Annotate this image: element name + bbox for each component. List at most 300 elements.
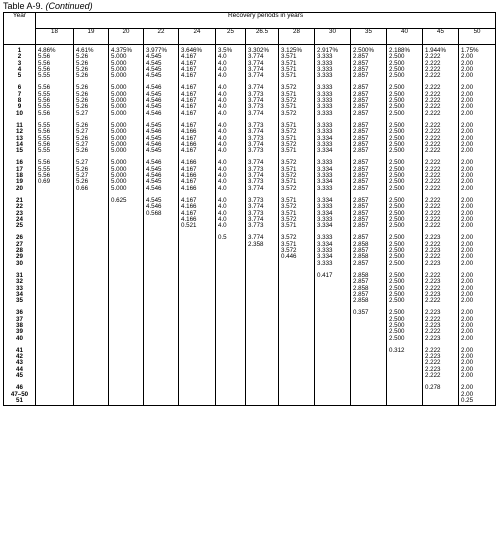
rate-cell: 2.500 (387, 304, 423, 316)
rate-cell: 4.167 (179, 179, 216, 185)
rate-cell: 2.00 (459, 186, 496, 192)
rate-cell: 2.00 (459, 111, 496, 117)
rate-cell: 2.857 (351, 54, 387, 60)
rate-cell: 2.500 (387, 298, 423, 304)
rate-cell: 4.167 (179, 104, 216, 110)
rate-cell: 5.000 (109, 98, 144, 104)
rate-cell: 2.857 (351, 211, 387, 217)
rate-cell: 2.857 (351, 79, 387, 91)
period-header: 24 (179, 29, 216, 45)
rate-cell: 2.223 (423, 279, 459, 285)
rate-cell: 4.0 (216, 79, 246, 91)
rate-cell: 2.00 (459, 354, 496, 360)
rate-cell: 5.56 (36, 142, 74, 148)
rate-cell: 3.774 (246, 54, 279, 60)
rate-cell (315, 379, 351, 391)
rate-cell: 2.222 (423, 186, 459, 192)
rate-cell: 3.774 (246, 173, 279, 179)
rate-cell (36, 379, 74, 391)
rate-cell: 5.26 (74, 167, 109, 173)
rate-cell: 2.00 (459, 67, 496, 73)
rate-cell: 4.545 (144, 54, 179, 60)
rate-cell: 3.774 (246, 111, 279, 117)
rate-cell: 2.857 (351, 129, 387, 135)
rate-cell: 4.166 (179, 142, 216, 148)
rate-cell (179, 267, 216, 279)
year-cell: 23 (4, 211, 36, 217)
rate-cell: 3.333 (315, 104, 351, 110)
rate-cell: 3.572 (279, 229, 315, 241)
rate-cell: 3.773 (246, 104, 279, 110)
rate-cell: 3.571 (279, 136, 315, 142)
rate-cell (144, 304, 179, 316)
year-cell: 32 (4, 279, 36, 285)
rate-cell: 4.545 (144, 136, 179, 142)
year-cell: 7 (4, 92, 36, 98)
rate-cell: 2.00 (459, 192, 496, 204)
rate-cell: 5.000 (109, 92, 144, 98)
year-cell: 2 (4, 54, 36, 60)
year-cell: 39 (4, 329, 36, 335)
rate-cell: 0.568 (144, 211, 179, 217)
rate-cell: 4.167 (179, 148, 216, 154)
rate-cell: 4.0 (216, 98, 246, 104)
rate-cell: 3.333 (315, 186, 351, 192)
rate-cell: 5.000 (109, 186, 144, 192)
rate-cell: 2.500 (387, 142, 423, 148)
rate-cell (74, 342, 109, 354)
year-cell: 14 (4, 142, 36, 148)
year-cell: 42 (4, 354, 36, 360)
rate-cell: 5.55 (36, 136, 74, 142)
rate-cell: 5.26 (74, 148, 109, 154)
rate-cell: 3.571 (279, 92, 315, 98)
rate-cell: 3.333 (315, 154, 351, 166)
rate-cell (246, 304, 279, 316)
rate-cell: 2.223 (423, 304, 459, 316)
rate-cell (351, 398, 387, 406)
rate-cell: 2.500 (387, 154, 423, 166)
rate-cell: 5.56 (36, 79, 74, 91)
rate-cell (36, 267, 74, 279)
rate-cell: 4.0 (216, 92, 246, 98)
rate-cell: 3.774 (246, 129, 279, 135)
rate-cell: 5.56 (36, 61, 74, 67)
rate-cell: 2.222 (423, 317, 459, 323)
year-cell: 26 (4, 229, 36, 241)
rate-cell: 3.571 (279, 242, 315, 248)
rate-cell: 2.222 (423, 61, 459, 67)
rate-cell: 4.167 (179, 117, 216, 129)
rate-cell: 2.222 (423, 111, 459, 117)
rate-cell: 3.774 (246, 154, 279, 166)
rate-cell: 4.167 (179, 167, 216, 173)
rate-cell: 2.223 (423, 261, 459, 267)
rate-cell: 2.857 (351, 186, 387, 192)
rate-cell: 4.0 (216, 142, 246, 148)
rate-cell (36, 398, 74, 406)
rate-cell: 3.334 (315, 179, 351, 185)
rate-cell: 3.572 (279, 129, 315, 135)
rate-cell: 2.00 (459, 254, 496, 260)
rate-cell: 5.27 (74, 129, 109, 135)
rate-cell: 2.500 (387, 67, 423, 73)
rate-cell (216, 342, 246, 354)
year-cell: 11 (4, 117, 36, 129)
rate-cell: 4.546 (144, 111, 179, 117)
rate-cell: 3.572 (279, 173, 315, 179)
rate-cell: 3.572 (279, 111, 315, 117)
rate-cell: 2.857 (351, 229, 387, 241)
rate-cell: 3.774 (246, 73, 279, 79)
year-cell: 27 (4, 242, 36, 248)
rate-cell: 2.223 (423, 336, 459, 342)
table-header (4, 13, 496, 45)
rate-cell: 2.222 (423, 98, 459, 104)
rate-cell: 4.167 (179, 67, 216, 73)
rate-cell: 2.500 (387, 73, 423, 79)
rate-cell: 4.545 (144, 192, 179, 204)
rate-cell: 2.857 (351, 136, 387, 142)
rate-cell: 3.333 (315, 79, 351, 91)
rate-cell: 0.417 (315, 267, 351, 279)
table-row (4, 154, 496, 166)
rate-cell: 2.00 (459, 292, 496, 298)
period-header: 22 (144, 29, 179, 45)
year-cell: 25 (4, 223, 36, 229)
rate-cell: 2.500 (387, 242, 423, 248)
rate-cell: 2.222 (423, 223, 459, 229)
rate-cell: 5.26 (74, 67, 109, 73)
rate-cell (144, 398, 179, 406)
rate-cell: 2.222 (423, 242, 459, 248)
rate-cell: 3.572 (279, 204, 315, 210)
rate-cell: 3.571 (279, 61, 315, 67)
rate-cell: 4.167 (179, 54, 216, 60)
rate-cell (74, 304, 109, 316)
rate-cell: 2.222 (423, 73, 459, 79)
rate-cell: 4.0 (216, 217, 246, 223)
rate-cell: 5.26 (74, 98, 109, 104)
rate-cell (144, 379, 179, 391)
rate-cell: 5.55 (36, 104, 74, 110)
rate-cell: 5.56 (36, 54, 74, 60)
rate-cell: 5.56 (36, 154, 74, 166)
rate-cell: 3.302% (246, 45, 279, 55)
rate-cell: 5.000 (109, 79, 144, 91)
rate-cell: 2.00 (459, 204, 496, 210)
rate-cell: 5.000 (109, 129, 144, 135)
rate-cell: 5.26 (74, 79, 109, 91)
rate-cell: 4.167 (179, 136, 216, 142)
rate-cell: 5.55 (36, 148, 74, 154)
rate-cell: 2.500 (387, 254, 423, 260)
year-cell: 46 (4, 379, 36, 391)
rate-cell: 2.857 (351, 73, 387, 79)
rate-cell: 2.188% (387, 45, 423, 55)
rate-cell: 2.00 (459, 167, 496, 173)
rate-cell: 4.166 (179, 186, 216, 192)
period-header: 30 (315, 29, 351, 45)
year-cell: 19 (4, 179, 36, 185)
rate-cell: 4.0 (216, 167, 246, 173)
rate-cell: 2.500 (387, 323, 423, 329)
table-row (4, 342, 496, 354)
rate-cell: 5.27 (74, 142, 109, 148)
rate-cell: 2.222 (423, 167, 459, 173)
rate-cell (179, 229, 216, 241)
rate-cell (279, 379, 315, 391)
rate-cell: 2.500 (387, 286, 423, 292)
rate-cell: 4.545 (144, 92, 179, 98)
rate-cell: 2.500 (387, 329, 423, 335)
rate-cell: 5.56 (36, 173, 74, 179)
rate-cell: 5.26 (74, 73, 109, 79)
rate-cell: 3.572 (279, 248, 315, 254)
rate-cell: 1.75% (459, 45, 496, 55)
rate-cell: 2.222 (423, 142, 459, 148)
rate-cell: 2.00 (459, 304, 496, 316)
rate-cell: 2.222 (423, 342, 459, 354)
rate-cell: 4.545 (144, 117, 179, 129)
rate-cell: 2.222 (423, 104, 459, 110)
table-row (4, 79, 496, 91)
rate-cell (279, 267, 315, 279)
rate-cell: 2.500 (387, 192, 423, 204)
rate-cell: 2.00 (459, 286, 496, 292)
period-header: 50 (459, 29, 496, 45)
rate-cell: 0.278 (423, 379, 459, 391)
rate-cell: 4.0 (216, 173, 246, 179)
rate-cell: 3.333 (315, 73, 351, 79)
rate-cell (109, 398, 144, 406)
rate-cell: 2.00 (459, 136, 496, 142)
rate-cell: 4.86% (36, 45, 74, 55)
rate-cell: 2.222 (423, 92, 459, 98)
rate-cell: 2.500 (387, 136, 423, 142)
table-row (4, 379, 496, 391)
rate-cell: 3.774 (246, 217, 279, 223)
year-cell: 10 (4, 111, 36, 117)
rate-cell: 3.5% (216, 45, 246, 55)
rate-cell: 2.223 (423, 367, 459, 373)
year-cell: 17 (4, 167, 36, 173)
period-header-row (4, 29, 496, 45)
rate-cell: 5.26 (74, 104, 109, 110)
rate-cell: 2.222 (423, 254, 459, 260)
rate-cell: 3.333 (315, 61, 351, 67)
rate-cell: 2.223 (423, 354, 459, 360)
rate-cell: 3.333 (315, 129, 351, 135)
year-cell: 12 (4, 129, 36, 135)
rate-cell (279, 398, 315, 406)
rate-cell (179, 379, 216, 391)
year-cell: 45 (4, 373, 36, 379)
rate-cell (109, 304, 144, 316)
rate-cell: 2.857 (351, 261, 387, 267)
year-cell: 13 (4, 136, 36, 142)
rate-cell: 2.857 (351, 204, 387, 210)
rate-cell: 2.00 (459, 360, 496, 366)
rate-cell: 2.222 (423, 286, 459, 292)
rate-cell: 2.222 (423, 179, 459, 185)
rate-cell (279, 342, 315, 354)
rate-cell: 0.66 (74, 186, 109, 192)
rate-cell: 3.571 (279, 167, 315, 173)
rate-cell (246, 379, 279, 391)
year-cell: 31 (4, 267, 36, 279)
rate-cell: 4.167 (179, 192, 216, 204)
rate-cell: 4.0 (216, 117, 246, 129)
rate-cell: 2.857 (351, 104, 387, 110)
rate-cell: 2.00 (459, 229, 496, 241)
rate-cell: 5.27 (74, 111, 109, 117)
rate-cell: 4.545 (144, 148, 179, 154)
rate-cell (246, 342, 279, 354)
rate-cell: 3.334 (315, 211, 351, 217)
depreciation-table (3, 12, 496, 406)
rate-cell: 2.00 (459, 154, 496, 166)
year-cell: 44 (4, 367, 36, 373)
rate-cell: 2.222 (423, 211, 459, 217)
rate-cell: 3.333 (315, 217, 351, 223)
rate-cell: 4.0 (216, 148, 246, 154)
rate-cell (351, 342, 387, 354)
rate-cell: 3.571 (279, 104, 315, 110)
rate-cell: 4.167 (179, 111, 216, 117)
rate-cell: 5.26 (74, 136, 109, 142)
rate-cell: 2.858 (351, 298, 387, 304)
rate-cell (109, 267, 144, 279)
year-cell: 29 (4, 254, 36, 260)
year-cell: 20 (4, 186, 36, 192)
rate-cell: 0.312 (387, 342, 423, 354)
rate-cell: 3.571 (279, 148, 315, 154)
rate-cell: 2.00 (459, 54, 496, 60)
rate-cell: 4.167 (179, 92, 216, 98)
rate-cell: 2.00 (459, 129, 496, 135)
period-header: 26.5 (246, 29, 279, 45)
rate-cell: 2.222 (423, 329, 459, 335)
rate-cell: 5.26 (74, 61, 109, 67)
rate-cell: 2.222 (423, 192, 459, 204)
year-cell: 9 (4, 104, 36, 110)
rate-cell: 2.857 (351, 117, 387, 129)
period-header: 45 (423, 29, 459, 45)
rate-cell: 5.26 (74, 179, 109, 185)
rate-cell (36, 192, 74, 204)
rate-cell: 2.00 (459, 61, 496, 67)
year-cell: 40 (4, 336, 36, 342)
rate-cell: 2.857 (351, 148, 387, 154)
rate-cell: 5.000 (109, 173, 144, 179)
rate-cell: 0.5 (216, 229, 246, 241)
rate-cell (74, 398, 109, 406)
rate-cell: 4.167 (179, 98, 216, 104)
rate-cell: 5.000 (109, 61, 144, 67)
rate-cell: 3.773 (246, 192, 279, 204)
rate-cell: 2.223 (423, 229, 459, 241)
period-header: 18 (36, 29, 74, 45)
rate-cell: 2.00 (459, 242, 496, 248)
rate-cell: 4.0 (216, 186, 246, 192)
rate-cell: 4.61% (74, 45, 109, 55)
rate-cell: 4.0 (216, 211, 246, 217)
rate-cell (179, 304, 216, 316)
rate-cell: 4.167 (179, 211, 216, 217)
rate-cell: 2.00 (459, 98, 496, 104)
rate-cell: 3.334 (315, 192, 351, 204)
rate-cell: 3.334 (315, 167, 351, 173)
rate-cell (351, 379, 387, 391)
rate-cell: 3.773 (246, 167, 279, 173)
rate-cell: 3.571 (279, 211, 315, 217)
rate-cell: 4.546 (144, 129, 179, 135)
rate-cell: 0.69 (36, 179, 74, 185)
rate-cell: 2.00 (459, 104, 496, 110)
rate-cell (423, 398, 459, 406)
rate-cell: 4.546 (144, 204, 179, 210)
rate-cell: 5.000 (109, 67, 144, 73)
rate-cell: 3.334 (315, 148, 351, 154)
rate-cell (144, 229, 179, 241)
rate-cell: 4.166 (179, 173, 216, 179)
rate-cell: 4.546 (144, 186, 179, 192)
rate-cell (109, 379, 144, 391)
rate-cell: 0.625 (109, 192, 144, 204)
rate-cell (246, 267, 279, 279)
rate-cell: 5.000 (109, 54, 144, 60)
rate-cell: 2.858 (351, 286, 387, 292)
rate-cell: 4.0 (216, 179, 246, 185)
rate-cell: 5.000 (109, 179, 144, 185)
rate-cell: 4.545 (144, 167, 179, 173)
year-cell: 1 (4, 45, 36, 55)
rate-cell: 2.500 (387, 267, 423, 279)
rate-cell: 2.00 (459, 317, 496, 323)
rate-cell: 4.545 (144, 179, 179, 185)
table-label: Table A-9. (3, 1, 44, 11)
rate-cell: 5.26 (74, 92, 109, 98)
rate-cell: 4.167 (179, 79, 216, 91)
rate-cell: 3.774 (246, 67, 279, 73)
rate-cell: 4.0 (216, 136, 246, 142)
rate-cell: 2.857 (351, 61, 387, 67)
rate-cell (179, 342, 216, 354)
rate-cell: 1.944% (423, 45, 459, 55)
rate-cell: 4.166 (179, 154, 216, 166)
rate-cell: 4.166 (179, 129, 216, 135)
rate-cell: 3.333 (315, 229, 351, 241)
rate-cell: 4.0 (216, 67, 246, 73)
rate-cell: 2.358 (246, 242, 279, 248)
rate-cell: 5.000 (109, 142, 144, 148)
rate-cell: 4.546 (144, 142, 179, 148)
period-header: 19 (74, 29, 109, 45)
rate-cell: 2.857 (351, 154, 387, 166)
rate-cell: 3.774 (246, 142, 279, 148)
rate-cell: 5.000 (109, 154, 144, 166)
rate-cell: 3.333 (315, 98, 351, 104)
rate-cell: 2.00 (459, 392, 496, 398)
rate-cell (315, 304, 351, 316)
rate-cell: 5.000 (109, 73, 144, 79)
rate-cell: 4.0 (216, 129, 246, 135)
rate-cell: 3.773 (246, 92, 279, 98)
rate-cell: 2.222 (423, 54, 459, 60)
rate-cell: 5.55 (36, 167, 74, 173)
rate-cell: 4.546 (144, 98, 179, 104)
